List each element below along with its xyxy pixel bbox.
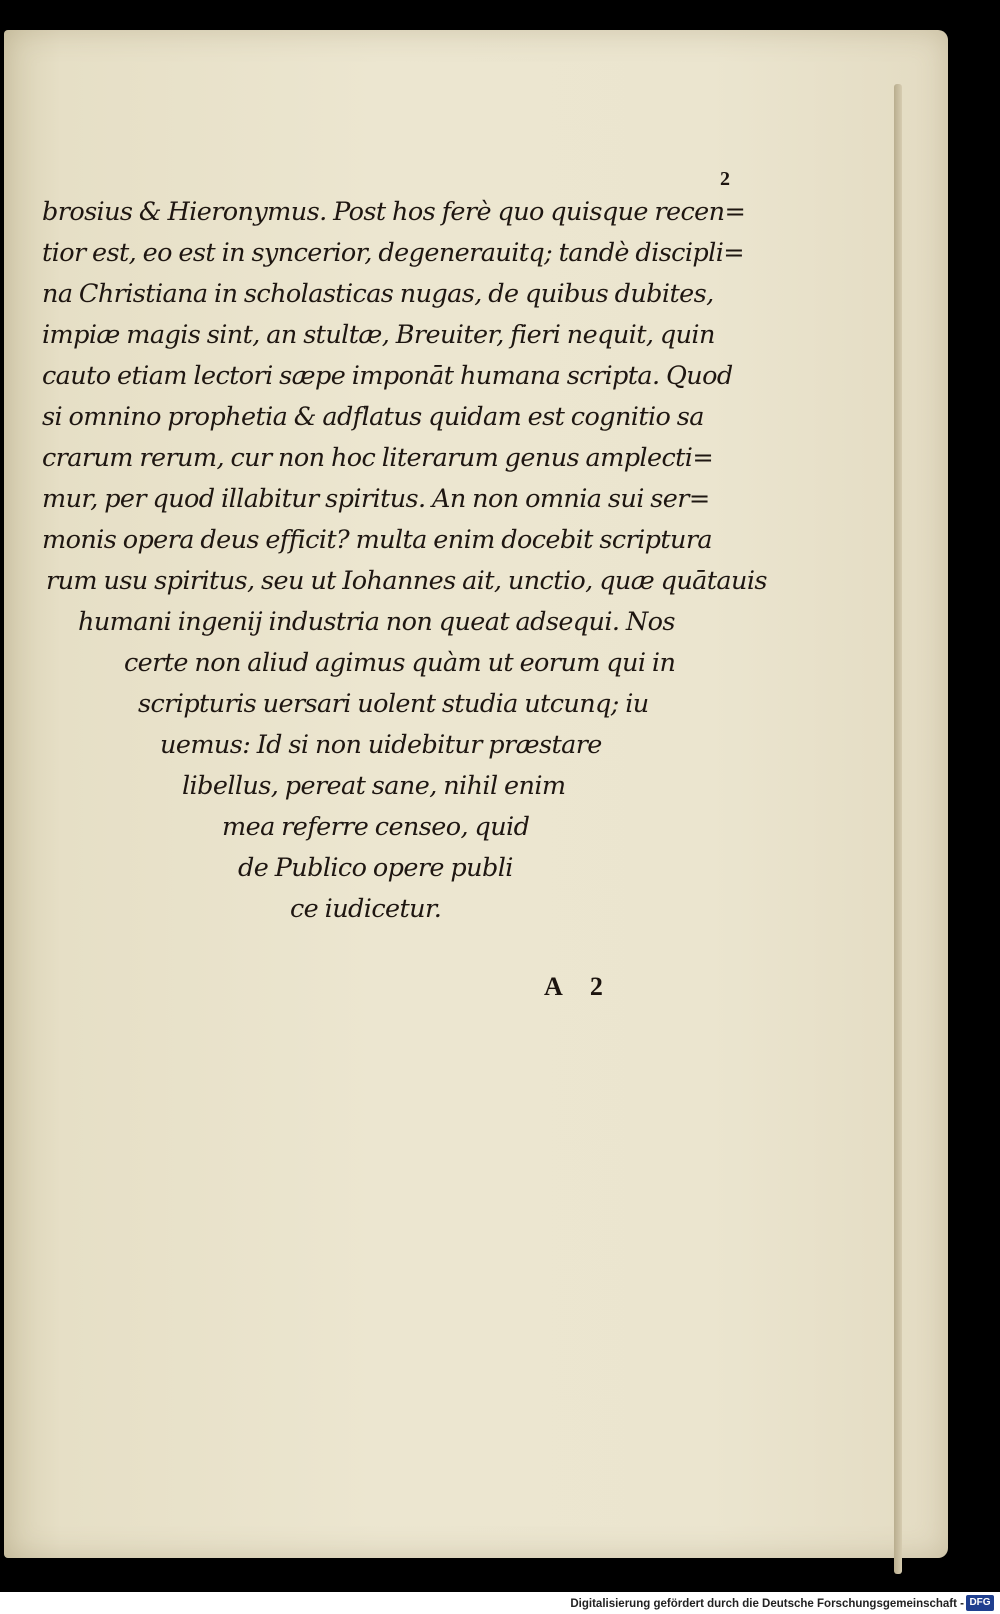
text-line: rum usu spiritus, seu ut Iohannes ait, unctio, quæ quātauis bbox=[46, 566, 767, 596]
text-line: si omnino prophetia & adflatus quidam est cognitio sa bbox=[42, 402, 704, 432]
text-line: crarum rerum, cur non hoc literarum genus amplecti= bbox=[42, 443, 714, 473]
text-line: mur, per quod illabitur spiritus. An non omnia sui ser= bbox=[42, 484, 710, 514]
text-line: monis opera deus efficit? multa enim docebit scriptura bbox=[42, 525, 713, 555]
text-line: impiæ magis sint, an stultæ, Breuiter, fieri nequit, quin bbox=[42, 320, 715, 350]
text-line: humani ingenij industria non queat adsequi. Nos bbox=[78, 607, 675, 637]
dfg-logo: DFG bbox=[966, 1595, 994, 1611]
text-line: uemus: Id si non uidebitur præstare bbox=[160, 730, 602, 760]
folio-number: 2 bbox=[720, 168, 730, 190]
text-block bbox=[42, 192, 767, 930]
text-line: mea referre censeo, quid bbox=[222, 812, 530, 842]
text-line: tior est, eo est in syncerior, degenerauitq; tandè discipli= bbox=[42, 238, 745, 268]
text-line: ce iudicetur. bbox=[290, 894, 442, 924]
text-line: libellus, pereat sane, nihil enim bbox=[182, 771, 566, 801]
text-line: de Publico opere publi bbox=[238, 853, 513, 883]
page-edge bbox=[894, 84, 902, 1574]
text-line: cauto etiam lectori sæpe imponāt humana scripta. Quod bbox=[42, 361, 733, 391]
footer-credit: Digitalisierung gefördert durch die Deutsche Forschungsgemeinschaft - bbox=[570, 1598, 964, 1610]
footer-bar bbox=[0, 1592, 1000, 1614]
text-line: na Christiana in scholasticas nugas, de quibus dubites, bbox=[42, 279, 714, 309]
text-line: brosius & Hieronymus. Post hos ferè quo quisque recen= bbox=[42, 197, 746, 227]
text-line: certe non aliud agimus quàm ut eorum qui in bbox=[124, 648, 676, 678]
signature-mark: A 2 bbox=[544, 972, 603, 1001]
text-line: scripturis uersari uolent studia utcunq; iu bbox=[138, 689, 649, 719]
